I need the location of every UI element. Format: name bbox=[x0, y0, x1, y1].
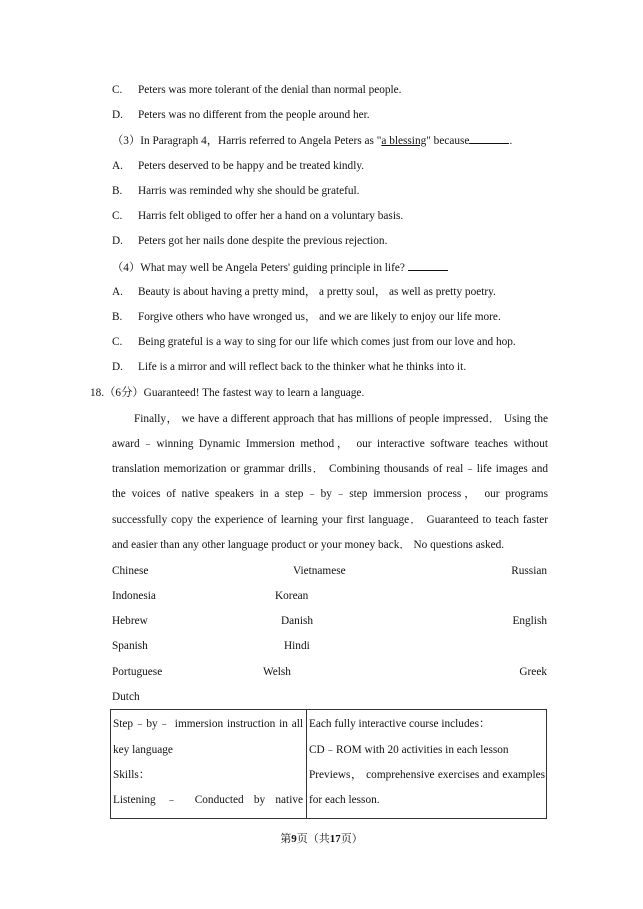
language-spanish: Spanish bbox=[112, 640, 148, 652]
language-chinese: Chinese bbox=[112, 565, 149, 577]
q3-stem: （3）In Paragraph 4，Harris referred to Angela Peters as "a blessing" because . bbox=[112, 135, 513, 147]
language-vietnamese: Vietnamese bbox=[293, 565, 346, 577]
features-table bbox=[110, 709, 547, 819]
answer-blank bbox=[408, 260, 448, 271]
language-korean: Korean bbox=[275, 590, 309, 602]
language-danish: Danish bbox=[281, 615, 314, 627]
language-english: English bbox=[512, 615, 547, 627]
table-right-line-1: Each fully interactive course includes： bbox=[309, 718, 491, 730]
table-right-line-2: CD﹣ROM with 20 activities in each lesson bbox=[309, 744, 509, 756]
q3-option-a: A. Peters deserved to be happy and be treated kindly. bbox=[112, 160, 365, 172]
q2-option-d: D. Peters was no different from the people around her. bbox=[112, 109, 370, 121]
q18-paragraph-line-3: translation memorization or grammar drills． Combining thousands of real﹣life images and bbox=[112, 463, 548, 475]
table-left-line-3: Skills： bbox=[113, 769, 151, 781]
language-hindi: Hindi bbox=[284, 640, 310, 652]
q18-paragraph-line-5: successfully copy the experience of learning your first language． Guaranteed to teach faster bbox=[112, 514, 548, 526]
language-russian: Russian bbox=[511, 565, 547, 577]
q4-option-d: D. Life is a mirror and will reflect back to the thinker what he thinks into it. bbox=[112, 361, 467, 373]
page-number: 9 bbox=[291, 833, 297, 845]
q18-paragraph-line-1: Finally， we have a different approach that has millions of people impressed． Using the bbox=[134, 413, 548, 425]
q3-quoted-phrase: a blessing bbox=[381, 135, 427, 147]
page-footer: 第9页（共17页） bbox=[280, 833, 363, 845]
q3-option-d: D. Peters got her nails done despite the previous rejection. bbox=[112, 235, 388, 247]
q3-option-c: C. Harris felt obliged to offer her a hand on a voluntary basis. bbox=[112, 210, 404, 222]
table-left-line-1: Step﹣by﹣ immersion instruction in all bbox=[113, 718, 303, 730]
language-welsh: Welsh bbox=[263, 666, 291, 678]
page-total: 17 bbox=[329, 833, 341, 845]
table-right-line-3: Previews， comprehensive exercises and examples bbox=[309, 769, 545, 781]
q4-stem: （4）What may well be Angela Peters' guiding principle in life? bbox=[112, 260, 448, 275]
language-indonesia: Indonesia bbox=[112, 590, 156, 602]
table-left-line-2: key language bbox=[113, 744, 173, 756]
table-right-line-4: for each lesson. bbox=[309, 794, 380, 806]
q4-option-a: A. Beauty is about having a pretty mind， a pretty soul， as well as pretty poetry. bbox=[112, 286, 496, 298]
language-portuguese: Portuguese bbox=[112, 666, 163, 678]
q4-option-c: C. Being grateful is a way to sing for our life which comes just from our love and hop. bbox=[112, 336, 516, 348]
language-dutch: Dutch bbox=[112, 691, 140, 703]
q18-heading: 18.（6分）Guaranteed! The fastest way to learn a language. bbox=[90, 387, 365, 399]
q18-paragraph-line-6: and easier than any other language product or your money back． No questions asked. bbox=[112, 539, 505, 551]
q18-paragraph-line-4: the voices of native speakers in a step﹣by﹣step immersion process， our programs bbox=[112, 488, 548, 500]
language-greek: Greek bbox=[519, 666, 547, 678]
table-divider bbox=[306, 710, 307, 818]
answer-blank bbox=[469, 133, 509, 144]
q3-option-b: B. Harris was reminded why she should be grateful. bbox=[112, 185, 360, 197]
table-left-line-4: Listening ﹣ Conducted by native bbox=[113, 794, 303, 806]
q18-paragraph-line-2: award﹣winning Dynamic Immersion method， our interactive software teaches without bbox=[112, 438, 548, 450]
q2-option-c: C. Peters was more tolerant of the denial than normal people. bbox=[112, 84, 402, 96]
language-hebrew: Hebrew bbox=[112, 615, 148, 627]
q4-option-b: B. Forgive others who have wronged us， and we are likely to enjoy our life more. bbox=[112, 311, 501, 323]
